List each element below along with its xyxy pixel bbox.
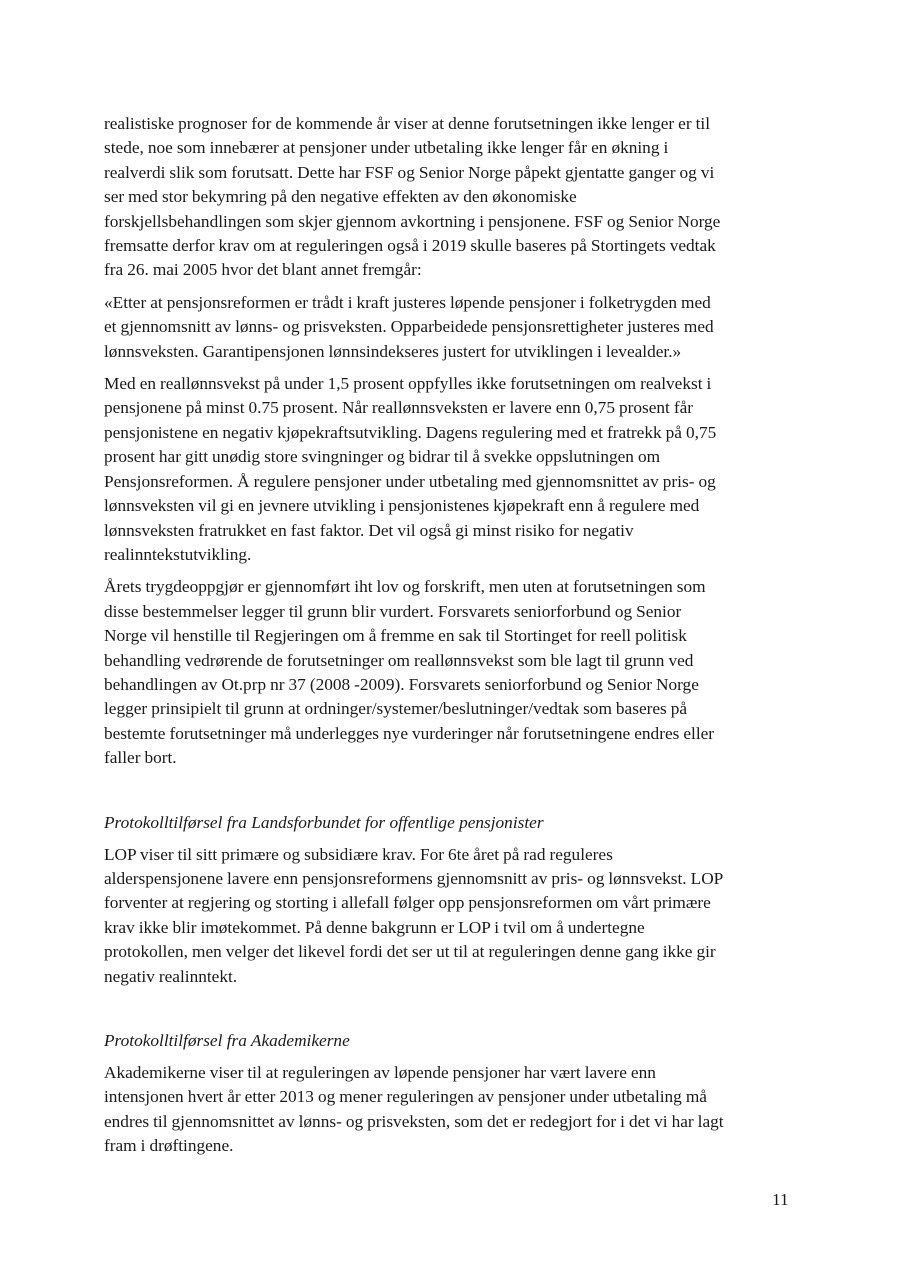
- paragraph-reallonnsvekst: Med en reallønnsvekst på under 1,5 prosent oppfylles ikke forutsetningen om realvekst i pensjonene på minst 0.75 prosent. Når reallønnsveksten er lavere enn 0,75 prosent får pensjonistene en negativ kjøpekraftsutvikling. Dagens regulering med et fratrekk på 0,75 prosent har gitt unødig store svingninger og bidrar til å svekke oppslutningen om Pensjonsreformen. Å regulere pensjoner under utbetaling med gjennomsnittet av pris- og lønnsveksten vil gi en jevnere utvikling i pensjonistenes kjøpekraft enn å regulere med lønnsveksten fratrukket en fast faktor. Det vil også gi minst risiko for negativ realinntekstutvikling.: [104, 374, 717, 564]
- page-number: 11: [772, 1190, 789, 1209]
- heading-akademikerne: Protokolltilførsel fra Akademikerne: [104, 1031, 350, 1050]
- paragraph-akademikerne: Akademikerne viser til at reguleringen av løpende pensjoner har vært lavere enn intensjonen hvert år etter 2013 og mener reguleringen av pensjoner under utbetaling må endres til gjennomsnittet av lønns- og prisveksten, som det er redegjort for i det vi har lagt fram i drøftingene.: [104, 1063, 724, 1156]
- paragraph-prognoses: realistiske prognoser for de kommende år viser at denne forutsetningen ikke lenger er til stede, noe som innebærer at pensjoner under utbetaling ikke lenger får en økning i realverdi slik som forutsatt. Dette har FSF og Senior Norge påpekt gjentatte ganger og vi ser med stor bekymring på den negative effekten av den økonomiske forskjellsbehandlingen som skjer gjennom avkortning i pensjonene. FSF og Senior Norge fremsatte derfor krav om at reguleringen også i 2019 skulle baseres på Stortingets vedtak fra 26. mai 2005 hvor det blant annet fremgår:: [104, 114, 721, 280]
- document-page: [104, 112, 794, 1159]
- heading-lop: Protokolltilførsel fra Landsforbundet for offentlige pensjonister: [104, 812, 544, 832]
- paragraph-trygdeoppgjor: Årets trygdeoppgjør er gjennomført iht lov og forskrift, men uten at forutsetningen som disse bestemmelser legger til grunn blir vurdert. Forsvarets seniorforbund og Senior Norge vil henstille til Regjeringen om å fremme en sak til Stortinget for reell politisk behandling vedrørende de forutsetninger om reallønnsvekst som ble lagt til grunn ved behandlingen av Ot.prp nr 37 (2008 -2009). Forsvarets seniorforbund og Senior Norge legger prinsipielt til grunn at ordninger/systemer/beslutninger/vedtak som baseres på bestemte forutsetninger må underlegges nye vurderinger når forutsetningene endres eller faller bort.: [104, 577, 715, 768]
- paragraph-lop: LOP viser til sitt primære og subsidiære krav. For 6te året på rad reguleres alderspensjonene lavere enn pensjonsreformens gjennomsnitt av pris- og lønnsvekst. LOP forventer at regjering og storting i allefall følger opp pensjonsreformen om vårt primære krav ikke blir imøtekommet. På denne bakgrunn er LOP i tvil om å undertegne protokollen, men velger det likevel fordi det ser ut til at reguleringen denne gang ikke gir negativ realinntekt.: [104, 844, 724, 986]
- paragraph-quote: «Etter at pensjonsreformen er trådt i kraft justeres løpende pensjoner i folketrygden med et gjennomsnitt av lønns- og prisveksten. Opparbeidede pensjonsrettigheter justeres med lønnsveksten. Garantipensjonen lønnsindekseres justert for utviklingen i levealder.»: [104, 292, 714, 361]
